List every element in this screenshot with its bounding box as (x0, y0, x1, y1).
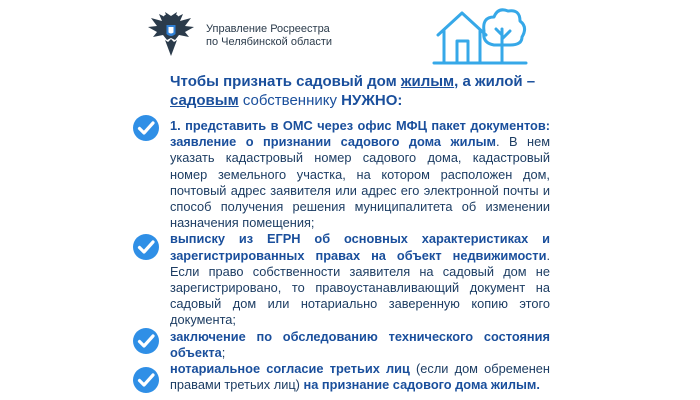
house-tree-icon (430, 5, 530, 67)
list-item (170, 329, 550, 361)
item-4-bold-2: на признание садового дома жилым (303, 377, 537, 393)
list-item (170, 118, 550, 231)
eagle-emblem-icon (145, 10, 197, 58)
page-title (170, 72, 550, 110)
check-icon (131, 232, 161, 262)
item-1-bold: заявление о признании садового дома жилым (170, 134, 496, 150)
list-item (170, 361, 550, 393)
org-line-1: Управление Росреестра (206, 23, 330, 35)
org-line-2: по Челябинской области (206, 36, 333, 48)
title-word-garden: садовым (170, 92, 239, 109)
check-icon (131, 365, 161, 395)
title-part-1: Чтобы признать садовый дом (170, 73, 401, 90)
item-4-bold: нотариальное согласие третьих лиц (170, 361, 410, 377)
requirements-list (170, 118, 550, 393)
item-1-text: . В нем указать кадастровый номер садового дома, кадастровый номер земельного участка, на котором расположен дом, почтовый адрес заявителя или адрес его электронной почты и способ получения решения муниципалитета об изменении назначения помещения; (170, 134, 550, 231)
item-3-text: ; (221, 344, 226, 360)
item-2-bold: выписку из ЕГРН об основных характеристиках и зарегистрированных правах на объект недвижимости (170, 231, 550, 263)
title-word-residential: жилым (400, 73, 455, 90)
item-2-text: . Если право собственности заявителя на садовый дом не зарегистрировано, то правоустанавливающий документ на садовый дом или нотариально заверенную копию этого документа; (170, 247, 550, 328)
item-4-end: . (536, 377, 540, 393)
check-icon (131, 326, 161, 356)
title-part-3: , а жилой – (454, 73, 536, 90)
item-3-bold: заключение по обследованию технического состояния объекта (170, 328, 550, 360)
title-part-6: НУЖНО: (341, 92, 403, 109)
item-4-text: (если дом обременен правами третьих лиц) (170, 361, 550, 393)
org-name (206, 23, 332, 49)
header (0, 0, 700, 70)
check-icon (131, 113, 161, 143)
list-item (170, 231, 550, 328)
item-1-lead: 1. представить в ОМС через офис МФЦ пакет документов: (170, 118, 550, 133)
title-part-5: собственнику (238, 92, 342, 109)
